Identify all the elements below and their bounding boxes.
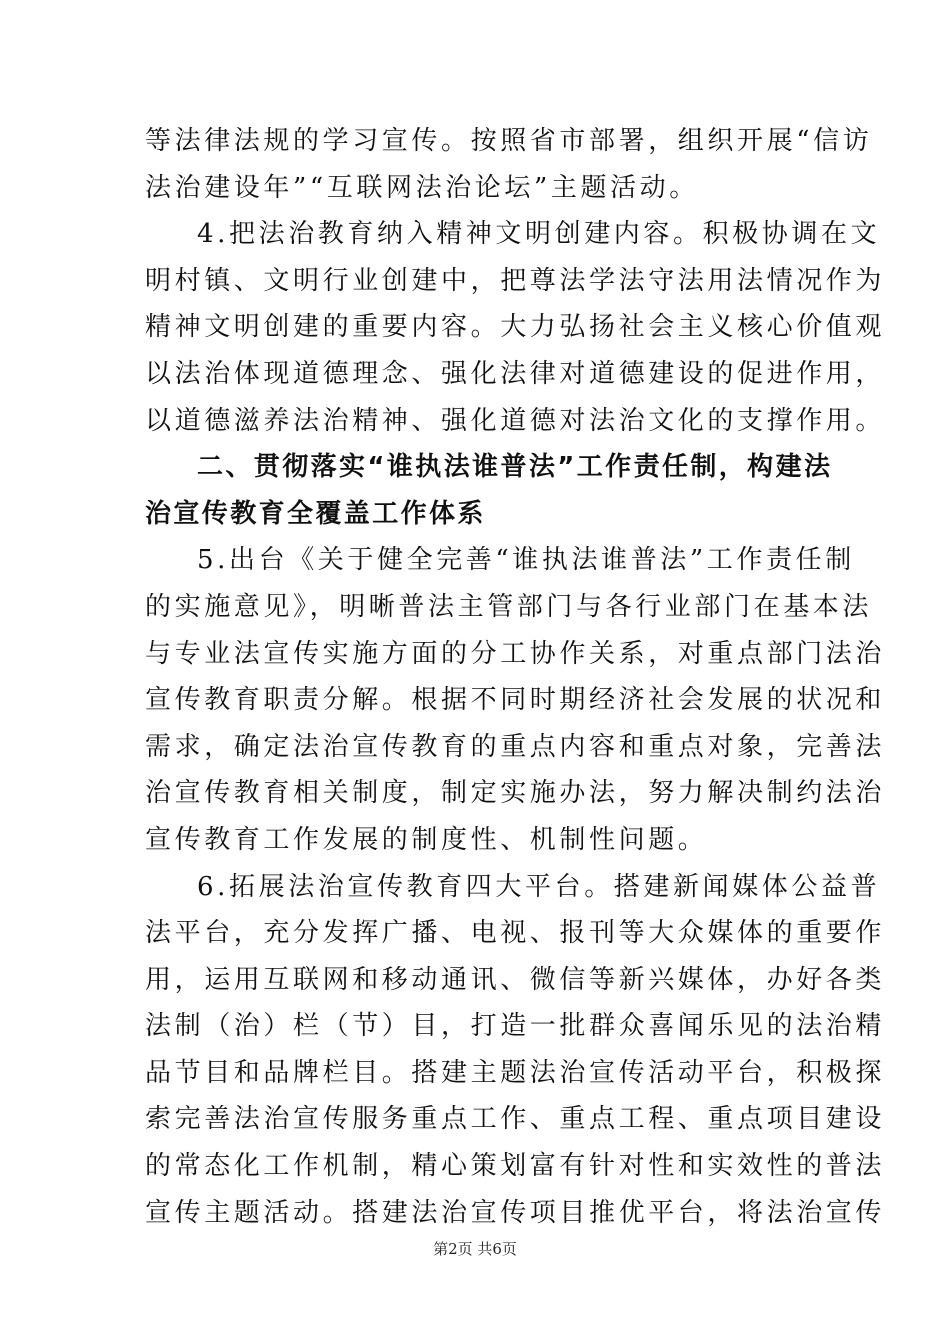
document-body <box>145 118 886 1236</box>
text-line: 以道德滋养法治精神、强化道德对法治文化的支撑作用。 <box>145 405 886 436</box>
text-line: 用，运用互联网和移动通讯、微信等新兴媒体，办好各类 <box>145 964 886 995</box>
text-line: 宣传教育工作发展的制度性、机制性问题。 <box>145 824 708 855</box>
text-line: 品节目和品牌栏目。搭建主题法治宣传活动平台，积极探 <box>145 1057 886 1088</box>
text-line: 精神文明创建的重要内容。大力弘扬社会主义核心价值观 <box>145 312 886 343</box>
text-line: 5.出台《关于健全完善“谁执法谁普法”工作责任制 <box>197 545 855 576</box>
text-line: 法治建设年”“互联网法治论坛”主题活动。 <box>145 172 699 203</box>
text-line: 宣传主题活动。搭建法治宣传项目推优平台，将法治宣传 <box>145 1197 886 1228</box>
section-heading-2 <box>145 444 833 537</box>
text-line: 4.把法治教育纳入精神文明创建内容。积极协调在文 <box>197 219 881 250</box>
text-line: 索完善法治宣传服务重点工作、重点工程、重点项目建设 <box>145 1104 886 1135</box>
heading-line: 二、贯彻落实“谁执法谁普法”工作责任制，构建法 <box>197 452 833 483</box>
text-line: 宣传教育职责分解。根据不同时期经济社会发展的状况和 <box>145 685 886 716</box>
text-line: 6.拓展法治宣传教育四大平台。搭建新闻媒体公益普 <box>197 871 881 902</box>
paragraph-continued <box>145 118 873 211</box>
text-line: 等法律法规的学习宣传。按照省市部署，组织开展“信访 <box>145 126 873 156</box>
paragraph-6 <box>145 864 886 1237</box>
text-line: 法制（治）栏（节）目，打造一批群众喜闻乐见的法治精 <box>145 1011 886 1042</box>
text-line: 与专业法宣传实施方面的分工协作关系，对重点部门法治 <box>145 638 886 669</box>
page-number-footer: 第2页 共6页 <box>433 1240 517 1258</box>
paragraph-5 <box>145 537 886 863</box>
paragraph-4 <box>145 211 886 444</box>
heading-line: 治宣传教育全覆盖工作体系 <box>145 498 486 529</box>
text-line: 法平台，充分发挥广播、电视、报刊等大众媒体的重要作 <box>145 918 886 949</box>
text-line: 的实施意见》，明晰普法主管部门与各行业部门在基本法 <box>145 591 873 622</box>
text-line: 的常态化工作机制，精心策划富有针对性和实效性的普法 <box>145 1151 886 1182</box>
text-line: 以法治体现道德理念、强化法律对道德建设的促进作用， <box>145 358 886 389</box>
text-line: 治宣传教育相关制度，制定实施办法，努力解决制约法治 <box>145 778 886 809</box>
text-line: 需求，确定法治宣传教育的重点内容和重点对象，完善法 <box>145 731 886 762</box>
text-line: 明村镇、文明行业创建中，把尊法学法守法用法情况作为 <box>145 265 886 296</box>
